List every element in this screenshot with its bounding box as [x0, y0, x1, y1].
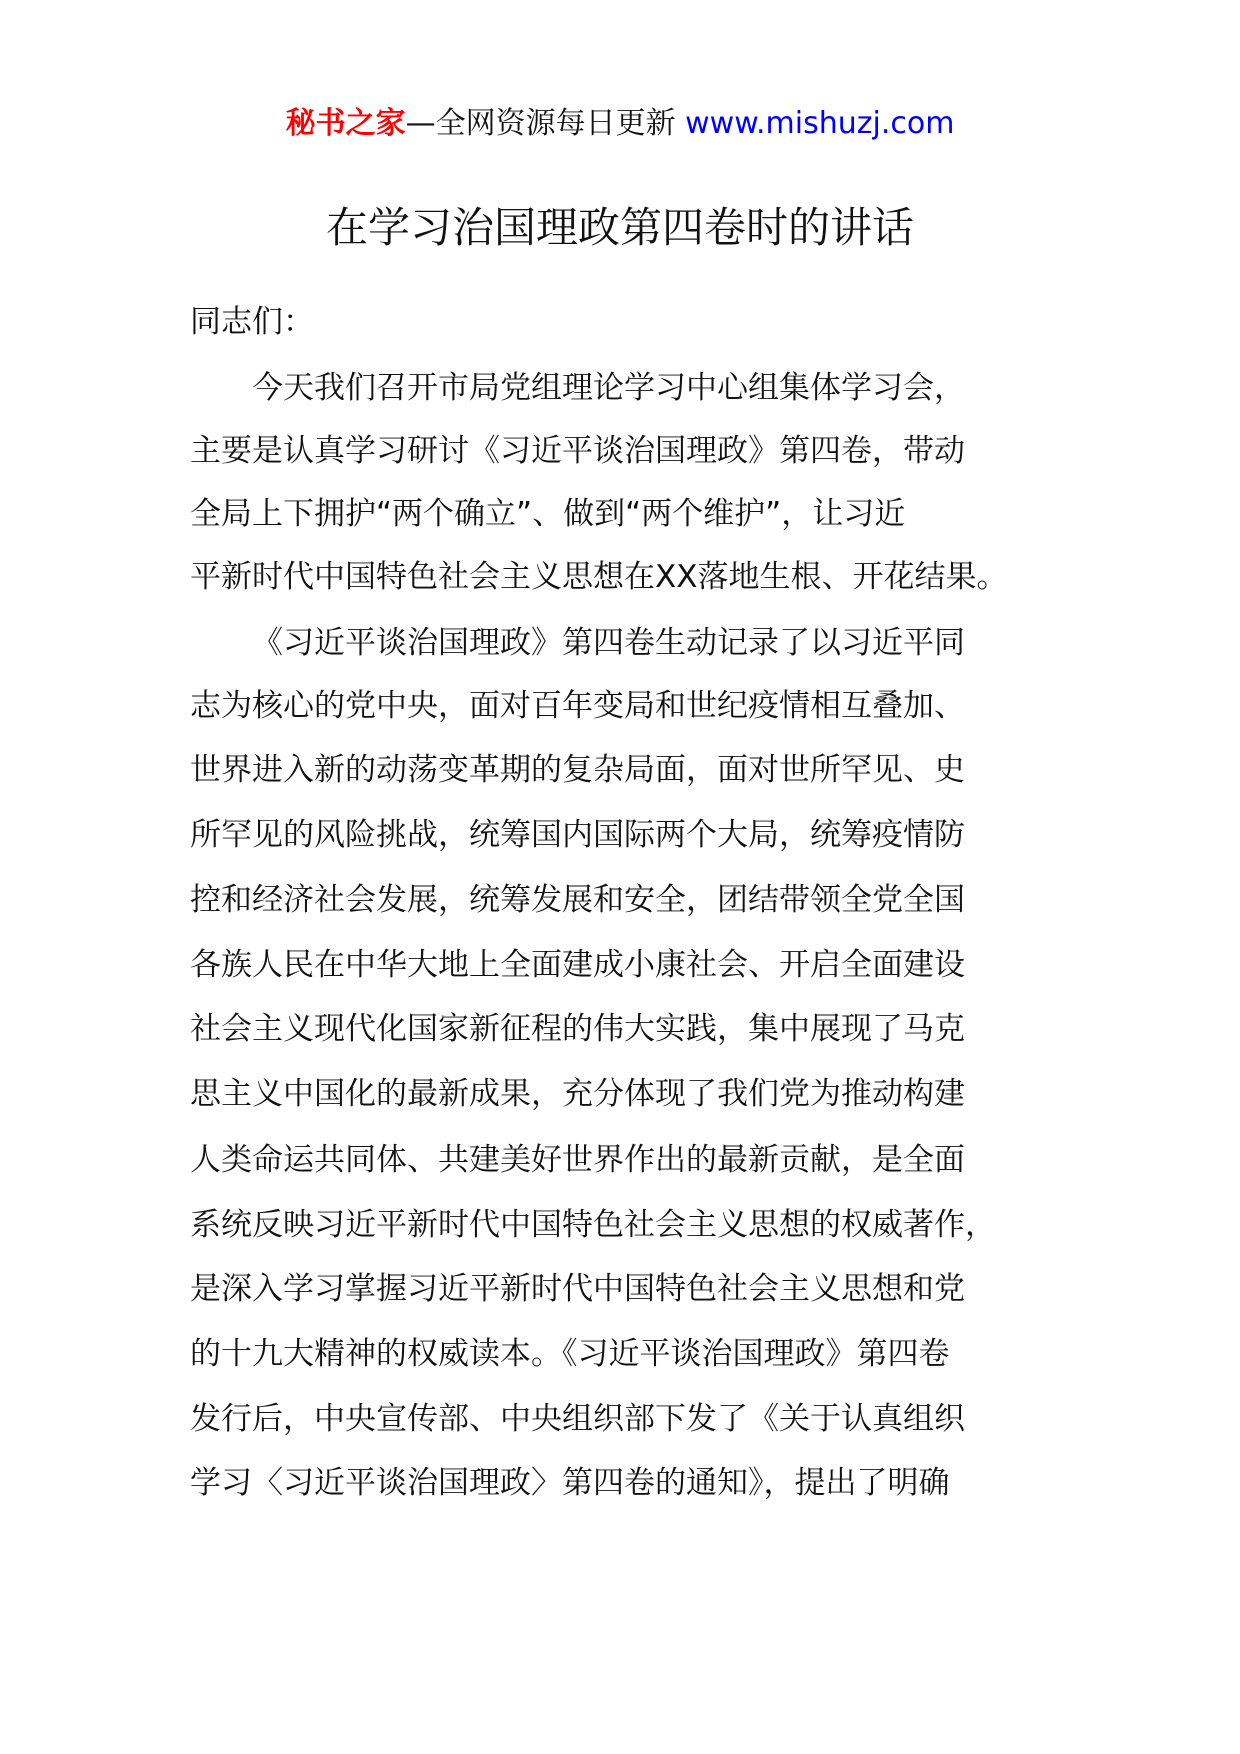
paragraph-line: 是深入学习掌握习近平新时代中国特色社会主义思想和党 — [190, 1271, 965, 1307]
paragraph-line: 《习近平谈治国理政》第四卷生动记录了以习近平同 — [252, 625, 965, 661]
paragraph-line: 人类命运共同体、共建美好世界作出的最新贡献，是全面 — [190, 1142, 965, 1178]
paragraph-line: 今天我们召开市局党组理论学习中心组集体学习会， — [252, 370, 965, 406]
paragraph-line: 主要是认真学习研讨《习近平谈治国理政》第四卷，带动 — [190, 433, 965, 469]
paragraph-line: 平新时代中国特色社会主义思想在XX落地生根、开花结果。 — [190, 559, 1008, 595]
site-tagline: —全网资源每日更新 — [405, 106, 686, 141]
paragraph-line: 控和经济社会发展，统筹发展和安全，团结带领全党全国 — [190, 882, 965, 918]
paragraph-line: 系统反映习近平新时代中国特色社会主义思想的权威著作， — [190, 1207, 996, 1243]
paragraph-line: 社会主义现代化国家新征程的伟大实践，集中展现了马克 — [190, 1011, 965, 1047]
paragraph-line: 各族人民在中华大地上全面建成小康社会、开启全面建设 — [190, 947, 965, 983]
paragraph-line: 世界进入新的动荡变革期的复杂局面，面对世所罕见、史 — [190, 752, 965, 788]
site-brand: 秘书之家 — [285, 106, 406, 141]
paragraph-line: 思主义中国化的最新成果，充分体现了我们党为推动构建 — [190, 1076, 965, 1112]
paragraph-line: 发行后，中央宣传部、中央组织部下发了《关于认真组织 — [190, 1401, 965, 1437]
site-url-link[interactable]: www.mishuzj.com — [685, 106, 955, 141]
salutation: 同志们： — [190, 304, 314, 340]
document-title: 在学习治国理政第四卷时的讲话 — [325, 203, 914, 252]
paragraph-line: 志为核心的党中央，面对百年变局和世纪疫情相互叠加、 — [190, 688, 965, 724]
paragraph-line: 所罕见的风险挑战，统筹国内国际两个大局，统筹疫情防 — [190, 817, 965, 853]
paragraph-line: 全局上下拥护“两个确立”、做到“两个维护”，让习近 — [190, 496, 906, 532]
site-header — [0, 104, 1240, 144]
paragraph-line: 的十九大精神的权威读本。《习近平谈治国理政》第四卷 — [190, 1336, 950, 1372]
paragraph-line: 学习〈习近平谈治国理政〉第四卷的通知》，提出了明确 — [190, 1465, 950, 1501]
